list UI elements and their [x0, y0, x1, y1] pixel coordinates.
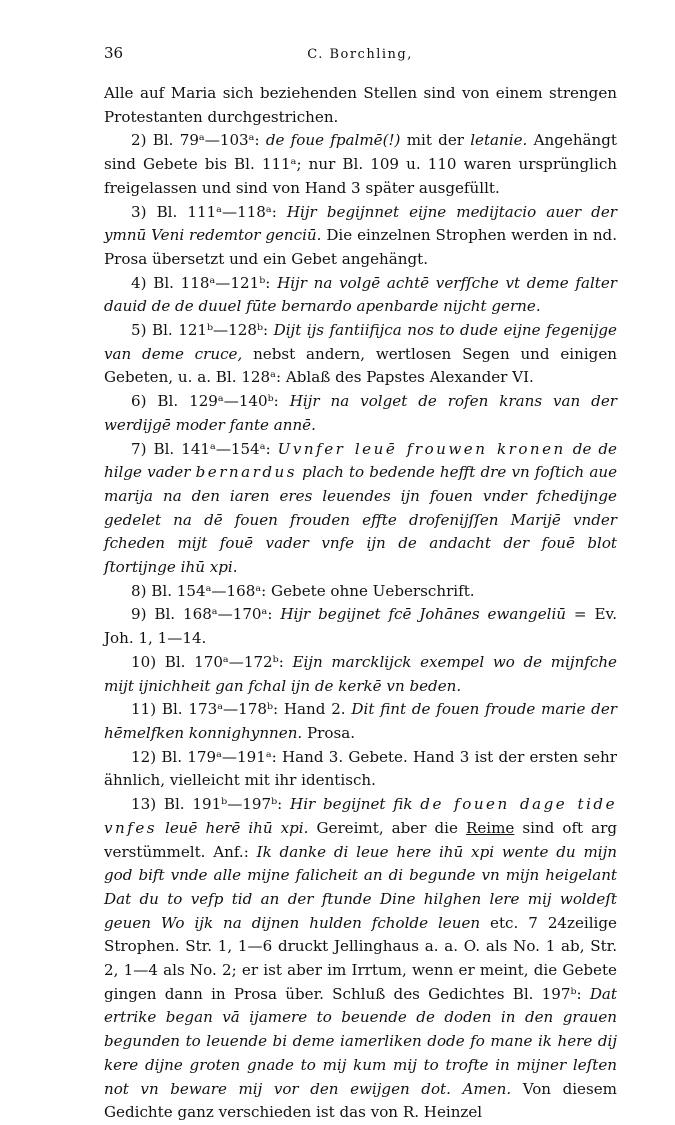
p12-text: 12) Bl. 179ᵃ—191ᵃ: Hand 3. Gebete. Hand 3 ist der ersten sehr ähnlich, vielleicht mit ihr identisch.	[104, 747, 617, 790]
paragraph-1	[104, 82, 617, 129]
p9-title: Hijr begijnet fcē Johānes ewangeliū	[280, 605, 567, 624]
p13-title: Hir begijnet fik	[290, 795, 421, 814]
p3-title: Hijr begijnnet eijne medijtacio auer der ymnū Veni redemtor genciū.	[104, 202, 617, 245]
paragraph-5	[104, 319, 617, 390]
p2-title: de foue fpalmē(!)	[265, 131, 401, 150]
p6-title: Hijr na volget de rofen krans van der werdijgē moder fante annē.	[104, 392, 617, 434]
paragraph-11	[104, 698, 617, 745]
p11-rest: Prosa.	[302, 723, 356, 742]
p6-lead: 6) Bl. 129ᵃ—140ᵇ:	[131, 392, 290, 411]
p13-reime: Reime	[465, 818, 515, 837]
p11-title: Dit fint de fouen froude marie der hēmelfken konnighynnen.	[104, 700, 617, 742]
p7-text-1: de de hilge vader	[104, 439, 617, 482]
paragraph-9	[104, 603, 617, 650]
p4-title: Hijr na volgē achtē verfſche vt deme falter dauid de de duuel fūte bernardo apenbarde nijcht gerne.	[104, 273, 617, 316]
p7-text-2: plach to bedende hefft dre vn foſtich aue marija na den iaren eres leuendes ijn fouen vnder fchedijnge gedelet na dē fouen frouden effte drofenijſſen Marijē vnder fcheden mijt fouē vader vnfe ijn de andacht der fouē blot ſtortijnge ihū xpi.	[104, 463, 618, 577]
p13-quote: Ik danke di leue here ihū xpi wente du mijn god bift vnde alle mijne falicheit an di begunde vn mijn heigelant Dat du to vefp tid an der ftunde Dine hilghen lere mij woldeſt geuen Wo ijk na dijnen hulden fcholde leuen	[104, 842, 617, 932]
p9-rest: = Ev. Joh. 1, 1—14.	[104, 605, 618, 648]
p13-text-3: etc. 7 24zeilige Strophen. Str. 1, 1—6 druckt Jellinghaus a. a. O. als No. 1 ab, Str. 2, 1—4 als No. 2; er ist aber im Irrtum, wenn er meint, die Gebete gingen dann in Prosa über. Schluß des Gedichtes Bl. 197ᵇ:	[104, 913, 617, 1003]
p2-rest: Angehängt sind Gebete bis Bl. 111ᵃ; nur Bl. 109 u. 110 waren ursprünglich freigelassen und sind von Hand 3 später ausgefüllt.	[104, 131, 617, 197]
p8-text: 8) Bl. 154ᵃ—168ᵃ: Gebete ohne Ueberschrift.	[131, 581, 475, 600]
p3-rest: Die einzelnen Strophen werden in nd. Prosa übersetzt und ein Gebet angehängt.	[104, 226, 617, 268]
p7-spaced-name: bernardus	[195, 463, 297, 482]
paragraph-3	[104, 201, 617, 272]
p5-title: Dijt ijs fantiifijca nos to dude eijne fegenijge van deme cruce,	[104, 321, 617, 363]
p13-text-4: Von diesem Gedichte ganz verschieden ist das von R. Heinzel	[104, 1079, 617, 1122]
p4-lead: 4) Bl. 118ᵃ—121ᵇ:	[131, 273, 278, 292]
running-title: C. Borchling,	[307, 47, 413, 62]
p7-spaced-title: Uvnfer leuē frouwen kronen	[277, 439, 566, 458]
body-text	[104, 82, 617, 1125]
paragraph-8	[104, 580, 617, 604]
p13-quote2: Dat ertrike began vā ijamere to beuende de doden in den grauen begunden to leuende bi deme iamerliken dode fo mane ik here dij kere dijne groten gnade to mij kum mij to trofte in mijner leſten not vn beware mij vor den ewijgen dot. Amen.	[104, 984, 617, 1098]
p2-lead: 2) Bl. 79ᵃ—103ᵃ:	[131, 131, 266, 150]
p5-lead: 5) Bl. 121ᵇ—128ᵇ:	[131, 321, 274, 340]
paragraph-4	[104, 272, 617, 319]
p5-rest: nebst andern, wertlosen Segen und einigen Gebeten, u. a. Bl. 128ᵃ: Ablaß des Papstes Alexander VI.	[104, 344, 617, 387]
p2-title2: letanie.	[470, 131, 528, 150]
p10-lead: 10) Bl. 170ᵃ—172ᵇ:	[131, 652, 293, 671]
p9-lead: 9) Bl. 168ᵃ—170ᵃ:	[131, 605, 281, 624]
p13-text-2: sind oft arg verstümmelt. Anf.:	[104, 818, 618, 861]
paragraph-10	[104, 651, 617, 698]
p2-mid: mit der	[400, 131, 471, 150]
paragraph-6	[104, 390, 617, 437]
paragraph-12	[104, 746, 617, 793]
page-number: 36	[104, 44, 124, 62]
p1-text: Alle auf Maria sich beziehenden Stellen sind von einem strengen Protestanten durchgestrichen.	[104, 84, 617, 126]
p13-lead: 13) Bl. 191ᵇ—197ᵇ:	[131, 795, 291, 814]
p10-title: Eijn marcklijck exempel wo de mijnfche mijt ijnichheit gan fchal ijn de kerkē vn beden.	[104, 652, 617, 695]
p3-lead: 3) Bl. 111ᵃ—118ᵃ:	[131, 202, 287, 221]
paragraph-13	[104, 793, 617, 1125]
running-header	[104, 44, 617, 70]
p7-lead: 7) Bl. 141ᵃ—154ᵃ:	[131, 439, 278, 458]
p13-spaced-title: de fouen dage tide vnfes	[104, 795, 618, 837]
paragraph-7	[104, 438, 617, 580]
p11-lead: 11) Bl. 173ᵃ—178ᵇ: Hand 2.	[131, 700, 352, 719]
p13-text-1: Gereimt, aber die	[308, 818, 466, 837]
p13-title2: leuē herē ihū xpi.	[157, 818, 309, 837]
paragraph-2	[104, 129, 617, 200]
